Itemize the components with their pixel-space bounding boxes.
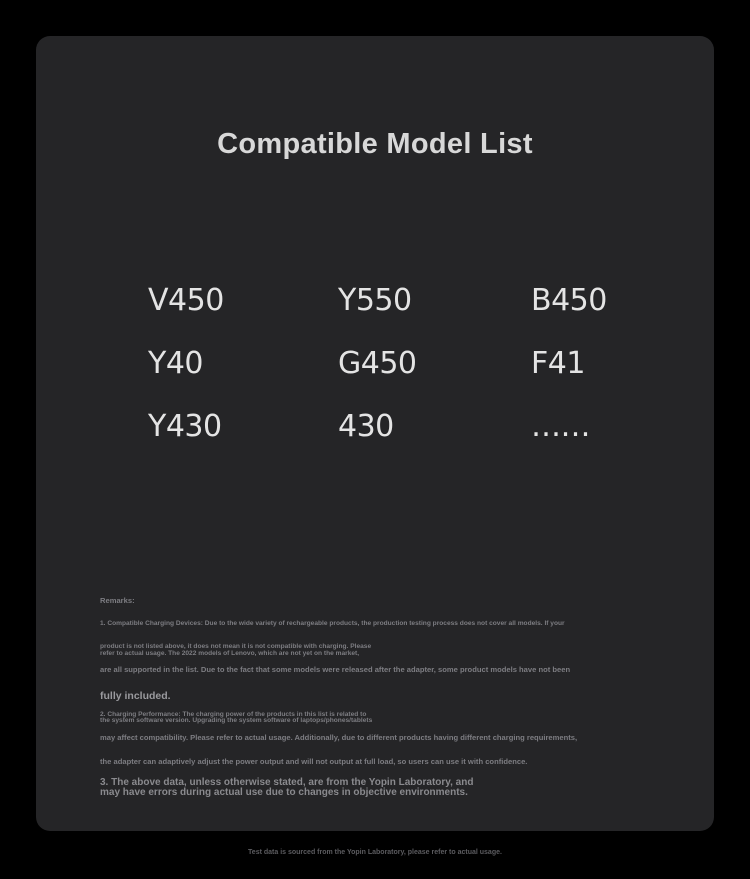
model-item: V450 [148, 283, 224, 318]
model-item: 430 [338, 409, 394, 444]
remarks-text: are all supported in the list. Due to the fact that some models were released after the adapter, some product models have not been [100, 665, 571, 674]
remarks-text: 3. The above data, unless otherwise stated, are from the Yopin Laboratory, and [100, 777, 474, 788]
page-title: Compatible Model List [217, 128, 533, 160]
model-item: Y430 [148, 409, 222, 444]
remarks-text: may have errors during actual use due to changes in objective environments. [100, 787, 468, 798]
remarks-text: the system software version. Upgrading the system software of laptops/phones/tablets [100, 717, 373, 724]
footer-note: Test data is sourced from the Yopin Laboratory, please refer to actual usage. [248, 849, 502, 856]
remarks-text: product is not listed above, it does not mean it is not compatible with charging. Please [100, 643, 372, 650]
remarks-text: refer to actual usage. The 2022 models of Lenovo, which are not yet on the market, [100, 650, 360, 657]
remarks-text: 2. Charging Performance: The charging power of the products in this list is related to [100, 711, 367, 718]
model-item: Y40 [148, 346, 203, 381]
remarks-text: 1. Compatible Charging Devices: Due to the wide variety of rechargeable products, the production testing process does not cover all models. If your [100, 620, 565, 627]
model-item: B450 [531, 283, 607, 318]
remarks-text: may affect compatibility. Please refer to actual usage. Additionally, due to different products having different charging requirements, [100, 733, 578, 742]
remarks-text: the adapter can adaptively adjust the power output and will not output at full load, so users can use it with confidence. [100, 757, 528, 766]
remarks-heading: Remarks: [100, 596, 135, 605]
model-item: Y550 [338, 283, 412, 318]
model-item: F41 [531, 346, 585, 381]
model-item: …… [531, 409, 590, 444]
remarks-text: fully included. [100, 690, 171, 702]
model-item: G450 [338, 346, 417, 381]
